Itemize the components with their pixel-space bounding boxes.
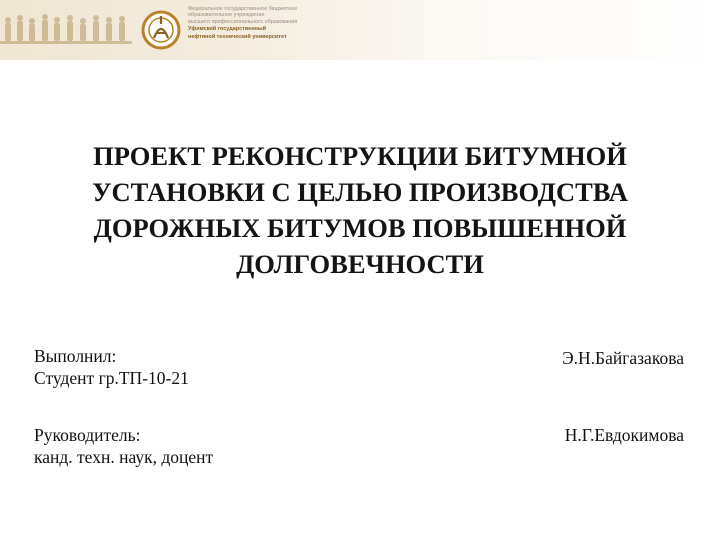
- university-name-line: нефтяной технический университет: [188, 33, 287, 40]
- author-name: Э.Н.Байгазакова: [562, 348, 684, 368]
- author-block: [34, 345, 189, 389]
- people-silhouettes-icon: [0, 10, 140, 50]
- title-line: ДОЛГОВЕЧНОСТИ: [236, 249, 484, 279]
- author-role: Выполнил:: [34, 346, 117, 366]
- author-group: Студент гр.ТП-10-21: [34, 368, 189, 388]
- institution-line: образовательное учреждение: [188, 12, 265, 19]
- title-line: ДОРОЖНЫХ БИТУМОВ ПОВЫШЕННОЙ: [93, 213, 627, 243]
- supervisor-block: [34, 424, 213, 468]
- title-line: ПРОЕКТ РЕКОНСТРУКЦИИ БИТУМНОЙ: [93, 141, 627, 171]
- slide-title: [20, 138, 700, 282]
- institution-line: Федеральное государственное бюджетное: [188, 6, 298, 12]
- header-band: [0, 0, 720, 60]
- supervisor-role: Руководитель:: [34, 425, 141, 445]
- university-logo-icon: [140, 8, 182, 52]
- institution-line: высшего профессионального образования: [188, 18, 298, 25]
- university-name-line: Уфимский государственный: [188, 26, 266, 33]
- title-line: УСТАНОВКИ С ЦЕЛЬЮ ПРОИЗВОДСТВА: [92, 177, 628, 207]
- supervisor-degree: канд. техн. наук, доцент: [34, 447, 214, 467]
- supervisor-name: Н.Г.Евдокимова: [564, 425, 684, 445]
- university-name-block: [188, 6, 388, 40]
